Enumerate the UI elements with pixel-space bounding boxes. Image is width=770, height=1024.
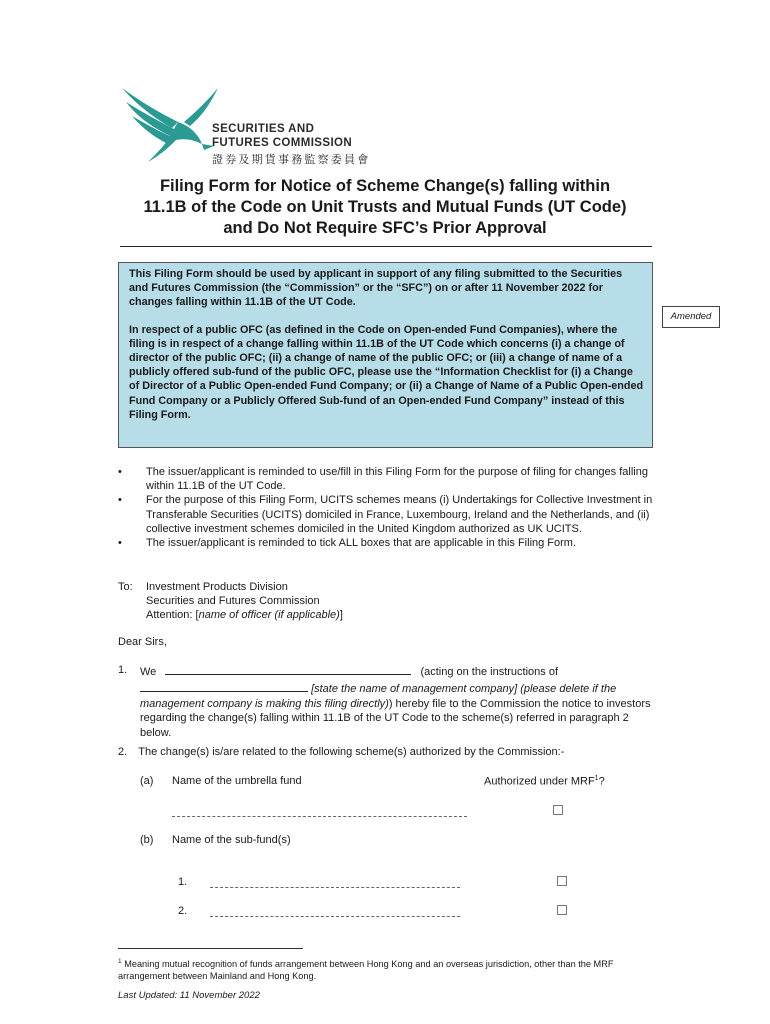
umbrella-fund-input[interactable]: [172, 815, 467, 817]
notice-box: [118, 262, 653, 448]
list-item: • The issuer/applicant is reminded to use/fill in this Filing Form for the purpose of filing for changes falling within 11.1B of the UT Code.: [118, 466, 648, 493]
company-name-field[interactable]: [165, 663, 411, 675]
list-item: • For the purpose of this Filing Form, UCITS schemes means (i) Undertakings for Collective Investment in Transferable Securities (UCITS) domiciled in France, Luxembourg, Ireland and the Netherlands, and (ii) collective investment schemes domiciled in the United Kingdom authorized as UK UCITS.: [118, 494, 653, 535]
footnote: $^1$ Meaning mutual recognition of funds arrangement between Hong Kong and an overseas jurisdiction, other than the MRF arrangement between Mainland and Hong Kong.: [118, 958, 614, 981]
recipient-block: [146, 580, 343, 623]
paragraph-1: 1. We (acting on the instructions of [state the name of management company] (please delete if the management company is making this filing directly)) hereby file to the Commission the notice to investors regarding the change(s) falling within 11.1B of the UT Code to the scheme(s) referred in paragraph 2 below.: [118, 664, 651, 740]
sub-fund-item-number: 2.: [178, 905, 188, 917]
logo-text-line1: SECURITIES AND: [212, 123, 315, 135]
last-updated: Last Updated: 11 November 2022: [118, 990, 260, 1001]
title-line1: Filing Form for Notice of Scheme Change(s) falling within: [159, 177, 611, 195]
logo-text-chinese: 證券及期貨事務監察委員會: [212, 154, 371, 166]
mrf-question: Authorized under MRF$^1$?: [484, 775, 605, 788]
sub-fund-item-number: 1.: [178, 876, 188, 888]
sub-fund-label: Name of the sub-fund(s): [172, 834, 291, 846]
title-divider: [120, 246, 652, 247]
instruction-list: [118, 465, 658, 550]
title-line3: and Do Not Require SFC’s Prior Approval: [223, 219, 547, 237]
salutation: Dear Sirs,: [118, 636, 167, 648]
item-a-label: (a): [140, 775, 154, 787]
recipient-org: Securities and Futures Commission: [146, 595, 320, 608]
title-line2: 11.1B of the Code on Unit Trusts and Mutual Funds (UT Code): [143, 198, 627, 216]
notice-paragraph-1: This Filing Form should be used by applicant in support of any filing submitted to the Securities and Futures Commission (the “Commission” or the “SFC”) on or after 11 November 2022 for changes falling within 11.1B of the UT Code.: [129, 268, 623, 309]
bullet-icon: •: [118, 537, 122, 550]
paragraph-number: 2.: [118, 746, 128, 758]
paragraph-number: 1.: [118, 664, 128, 676]
item-b-label: (b): [140, 834, 154, 846]
recipient-division: Investment Products Division: [146, 581, 288, 593]
notice-paragraph-2: In respect of a public OFC (as defined in the Code on Open-ended Fund Companies), where the filing is in respect of a change falling within 11.1B of the UT Code which concerns (i) a change of director of the public OFC; (ii) a change of name of the public OFC; or (iii) a change of name of a publicly offered sub-fund of the public OFC, please use the “Information Checklist for (i) a Change of Director of a Public Open-ended Fund Company; or (ii) a Change of Name of a Public Open-ended Fund Company or a Publicly Offered Sub-fund of an Open-ended Fund Company” instead of this Filing Form.: [129, 323, 644, 421]
mrf-checkbox-subfund-1[interactable]: [557, 876, 567, 886]
mrf-checkbox-umbrella[interactable]: [553, 805, 563, 815]
attention-line: Attention: [name of officer (if applicable)]: [146, 609, 343, 622]
sub-fund-input-1[interactable]: [210, 886, 460, 888]
management-company-field[interactable]: [140, 680, 308, 692]
amended-label: Amended: [662, 306, 720, 328]
bullet-icon: •: [118, 494, 122, 507]
to-label: To:: [118, 581, 133, 593]
eagle-icon: [122, 88, 218, 162]
umbrella-fund-label: Name of the umbrella fund: [172, 775, 302, 787]
footnote-divider: [118, 948, 303, 949]
logo-text-line2: FUTURES COMMISSION: [212, 137, 353, 149]
bullet-icon: •: [118, 466, 122, 478]
sub-fund-input-2[interactable]: [210, 915, 460, 917]
paragraph-2: 2. The change(s) is/are related to the following scheme(s) authorized by the Commission:-: [118, 746, 565, 758]
list-item: • The issuer/applicant is reminded to tick ALL boxes that are applicable in this Filing Form.: [118, 537, 577, 550]
mrf-checkbox-subfund-2[interactable]: [557, 905, 567, 915]
form-title: [100, 176, 670, 239]
